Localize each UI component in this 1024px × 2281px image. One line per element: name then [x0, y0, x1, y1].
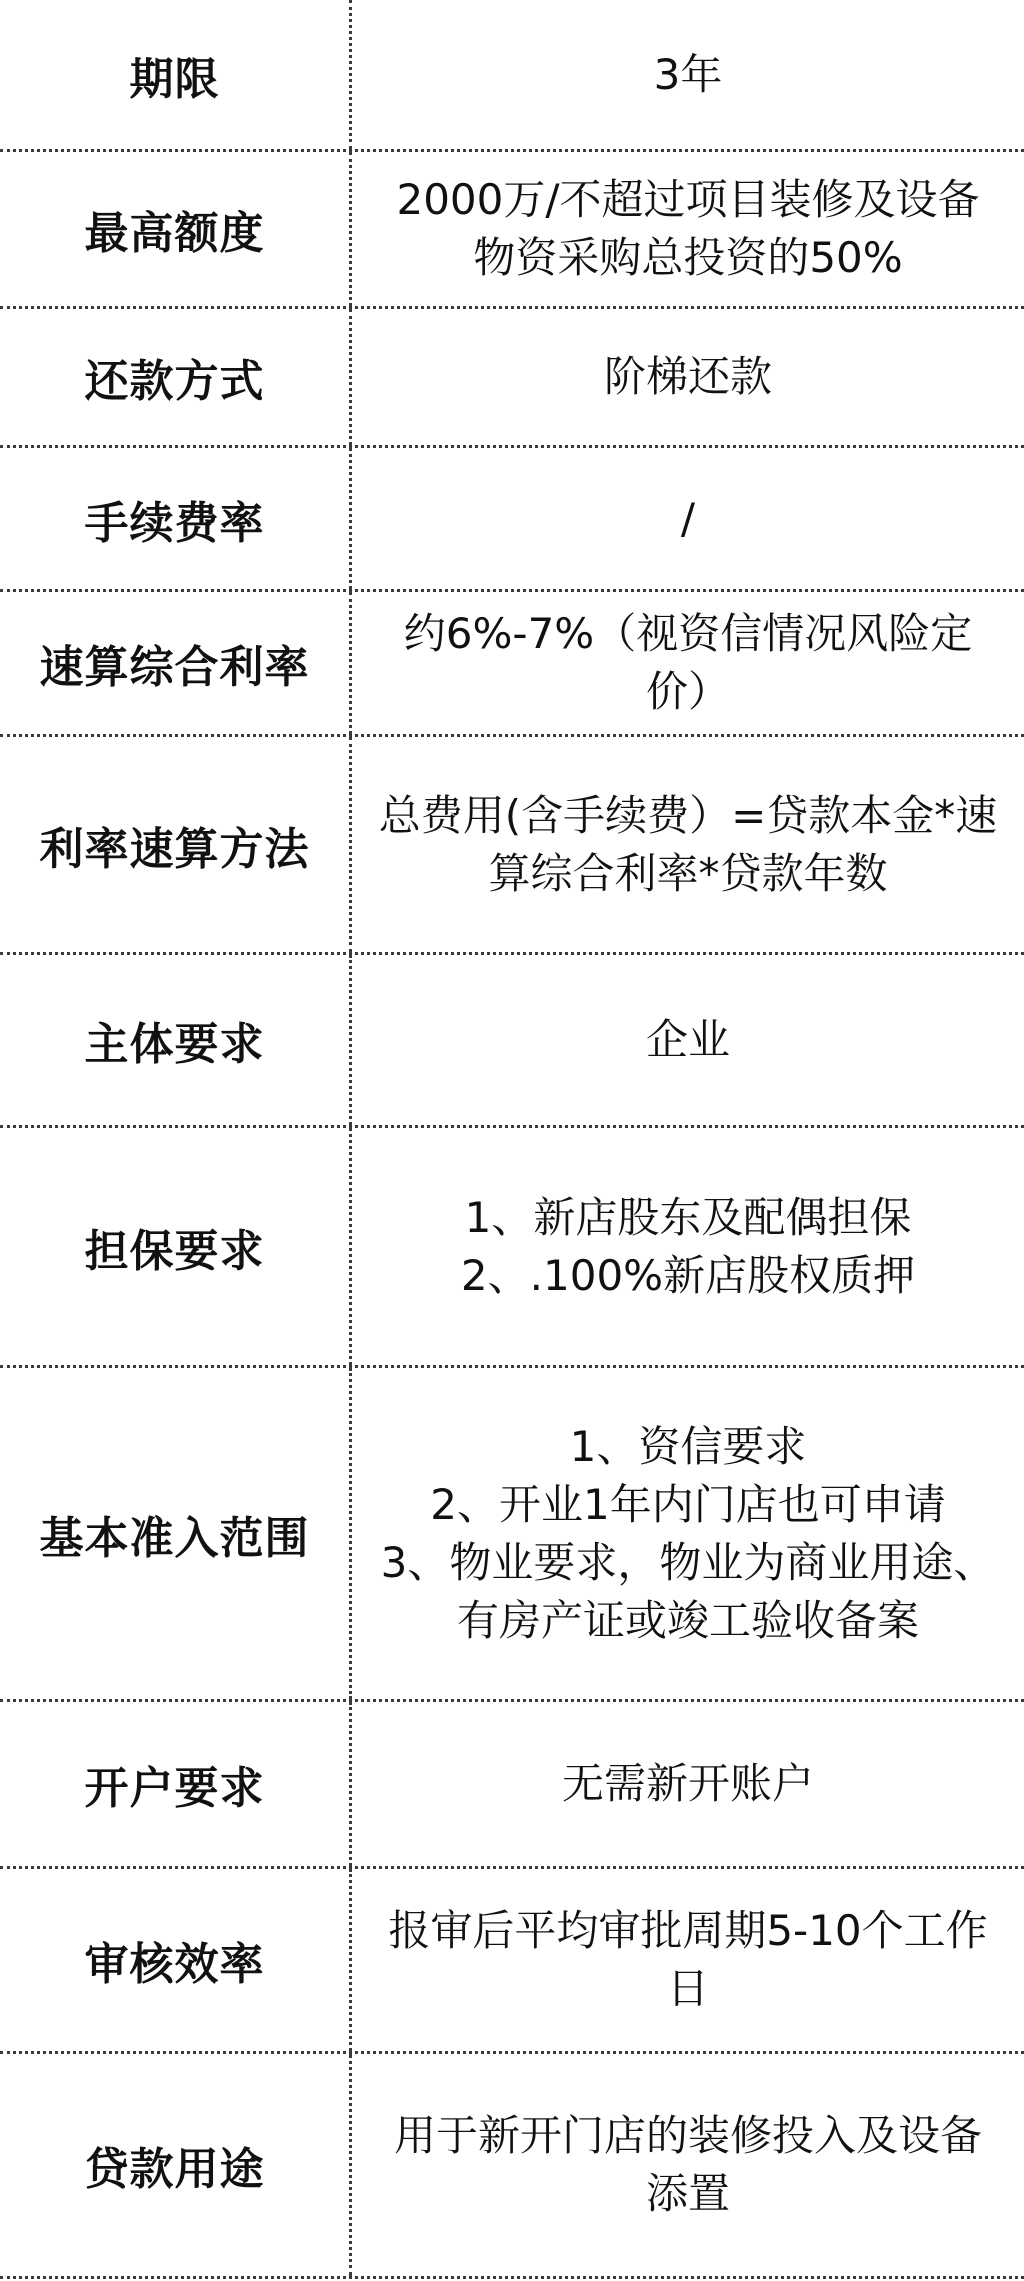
value-line: 添置 [645, 2169, 730, 2218]
value-line: 价） [645, 667, 730, 716]
row-value-admission [352, 1368, 1024, 1699]
row-label-entity: 主体要求 [0, 955, 352, 1125]
value-line: 3、物业要求，物业为商业用途、 [380, 1537, 996, 1587]
row-label-term: 期限 [0, 0, 352, 149]
row-value-entity [352, 955, 1024, 1125]
row-label-review: 审核效率 [0, 1869, 352, 2051]
row-label-max-amount: 最高额度 [0, 152, 352, 306]
value-line: 2、开业1年内门店也可申请 [430, 1479, 946, 1529]
table-row-review [0, 1869, 1024, 2054]
row-label-guarantee: 担保要求 [0, 1128, 352, 1365]
table-row-composite-rate [0, 592, 1024, 737]
row-label-fee-rate: 手续费率 [0, 448, 352, 589]
table-row-guarantee [0, 1128, 1024, 1368]
table-row-purpose [0, 2054, 1024, 2279]
value-line: 算综合利率*贷款年数 [488, 848, 888, 898]
row-value-composite-rate [352, 592, 1024, 734]
value-line: / [680, 493, 696, 543]
value-line: 2、.100%新店股权质押 [460, 1250, 916, 1300]
row-value-guarantee [352, 1128, 1024, 1365]
row-label-composite-rate: 速算综合利率 [0, 592, 352, 734]
value-line: 企业 [645, 1015, 730, 1064]
value-line: 无需新开账户 [561, 1759, 814, 1808]
row-label-admission: 基本准入范围 [0, 1368, 352, 1699]
table-row-entity [0, 955, 1024, 1128]
row-label-account: 开户要求 [0, 1702, 352, 1866]
row-value-term [352, 0, 1024, 149]
table-row-max-amount [0, 152, 1024, 309]
value-line: 总费用(含手续费）=贷款本金*速 [378, 790, 998, 840]
value-line: 有房产证或竣工验收备案 [456, 1595, 919, 1645]
row-value-fee-rate [352, 448, 1024, 589]
value-line: 3年 [653, 49, 723, 99]
table-row-admission [0, 1368, 1024, 1702]
row-label-rate-method: 利率速算方法 [0, 737, 352, 952]
value-line: 用于新开门店的装修投入及设备 [393, 2111, 982, 2160]
value-line: 2000万/不超过项目装修及设备 [396, 175, 980, 224]
table-row-account [0, 1702, 1024, 1869]
value-line: 约6%-7%（视资信情况风险定 [403, 609, 973, 658]
row-value-max-amount [352, 152, 1024, 306]
table-row-term [0, 0, 1024, 152]
value-line: 报审后平均审批周期5-10个工作 [388, 1906, 988, 1955]
table-row-repayment [0, 309, 1024, 448]
value-line: 1、新店股东及配偶担保 [464, 1192, 912, 1242]
row-label-purpose: 贷款用途 [0, 2054, 352, 2276]
value-line: 阶梯还款 [603, 352, 772, 401]
row-value-rate-method [352, 737, 1024, 952]
row-value-repayment [352, 309, 1024, 445]
row-value-purpose [352, 2054, 1024, 2276]
row-label-repayment: 还款方式 [0, 309, 352, 445]
value-line: 物资采购总投资的50% [473, 233, 903, 282]
value-line: 日 [666, 1964, 709, 2013]
value-line: 1、资信要求 [569, 1421, 807, 1471]
table-row-rate-method [0, 737, 1024, 955]
row-value-review [352, 1869, 1024, 2051]
table-row-fee-rate [0, 448, 1024, 592]
row-value-account [352, 1702, 1024, 1866]
